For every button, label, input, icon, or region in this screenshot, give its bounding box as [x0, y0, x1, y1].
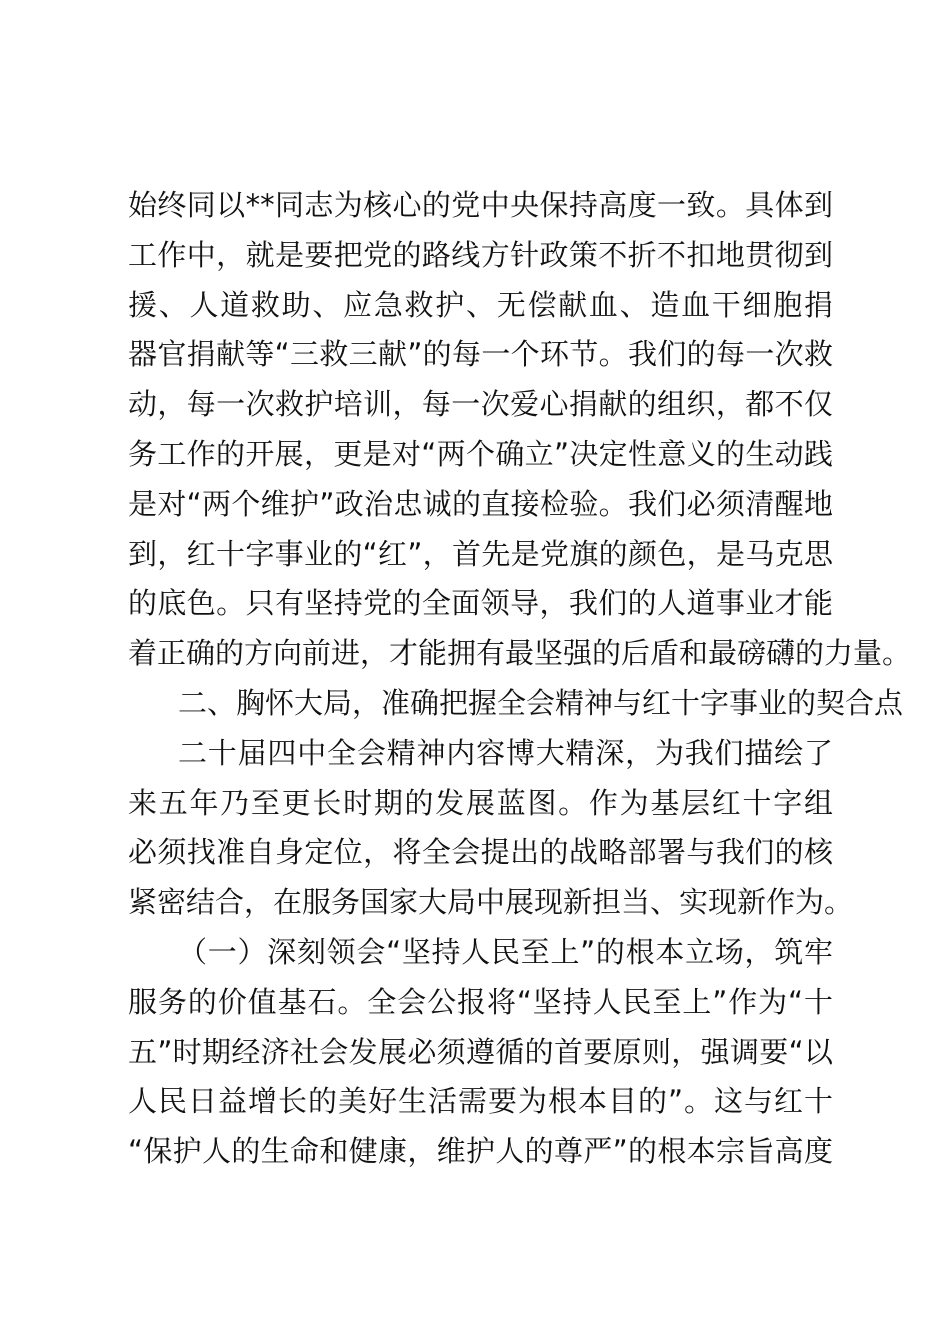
text-line: 紧密结合，在服务国家大局中展现新担当、实现新作为。: [128, 885, 854, 920]
text-line: 五”时期经济社会发展必须遵循的首要原则，强调要“以: [128, 1034, 833, 1069]
text-line: 务工作的开展，更是对“两个确立”决定性意义的生动践: [128, 437, 833, 471]
text-line: 的底色。只有坚持党的全面领导，我们的人道事业才能: [128, 586, 833, 621]
text-line: 来五年乃至更长时期的发展蓝图。作为基层红十字组: [128, 785, 833, 820]
section-heading: 二、胸怀大局，准确把握全会精神与红十字事业的契合点: [178, 686, 904, 720]
text-line: 必须找准自身定位，将全会提出的战略部署与我们的核: [128, 835, 833, 870]
text-line: 是对“两个维护”政治忠诚的直接检验。我们必须清醒地: [128, 486, 833, 521]
text-line: 动，每一次救护培训，每一次爱心捐献的组织，都不仅: [128, 387, 833, 422]
text-line: 援、人道救助、应急救护、无偿献血、造血干细胞捐: [128, 287, 833, 322]
text-line: 器官捐献等“三救三献”的每一个环节。我们的每一次救: [128, 337, 833, 372]
text-line: （一）深刻领会“坚持人民至上”的根本立场，筑牢: [178, 935, 833, 969]
text-line: 到，红十字事业的“红”，首先是党旗的颜色，是马克思: [128, 536, 833, 571]
text-line: 工作中，就是要把党的路线方针政策不折不扣地贯彻到: [128, 237, 833, 272]
text-line: 着正确的方向前进，才能拥有最坚强的后盾和最磅礴的力量。: [128, 636, 912, 671]
text-line: 始终同以**同志为核心的党中央保持高度一致。具体到: [128, 188, 833, 222]
text-line: 二十届四中全会精神内容博大精深，为我们描绘了: [178, 735, 833, 770]
text-line: 服务的价值基石。全会公报将“坚持人民至上”作为“十: [128, 984, 833, 1019]
text-line: “保护人的生命和健康，维护人的尊严”的根本宗旨高度: [128, 1134, 833, 1169]
text-line: 人民日益增长的美好生活需要为根本目的”。这与红十: [128, 1084, 833, 1119]
